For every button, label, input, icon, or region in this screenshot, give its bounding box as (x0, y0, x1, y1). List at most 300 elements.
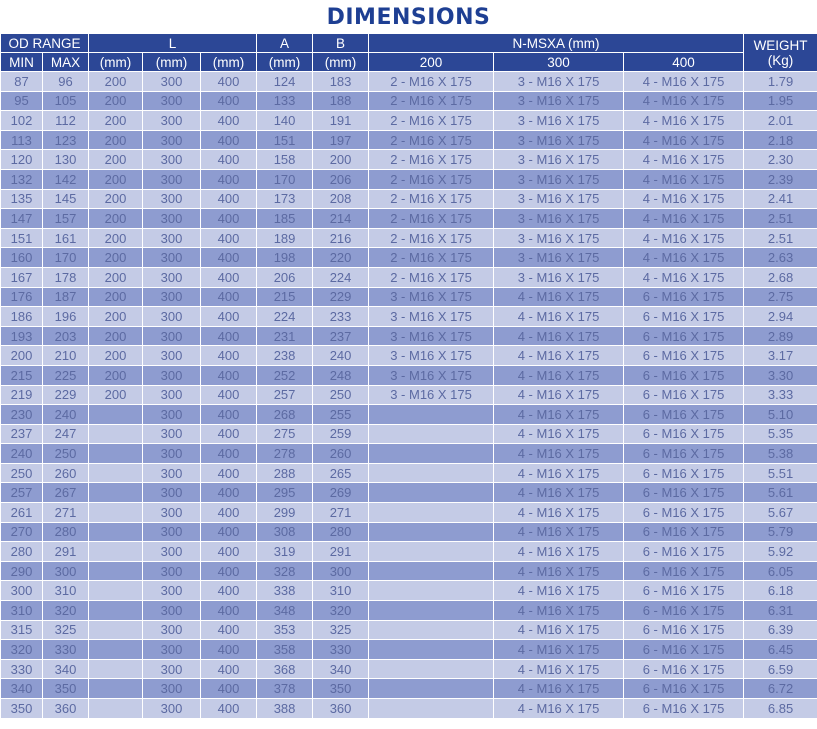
table-row (1, 405, 817, 425)
cell-l-200 (89, 640, 143, 660)
cell-n-400: 4 - M16 X 175 (624, 150, 744, 170)
header-min: MIN (1, 53, 43, 72)
cell-l-400: 400 (201, 542, 257, 562)
cell-n-400: 6 - M16 X 175 (624, 522, 744, 542)
cell-max: 210 (43, 346, 89, 366)
cell-weight: 2.89 (744, 326, 817, 346)
table-row (1, 542, 817, 562)
cell-l-400: 400 (201, 483, 257, 503)
cell-n-200 (369, 542, 494, 562)
cell-b: 197 (313, 130, 369, 150)
cell-n-200: 3 - M16 X 175 (369, 307, 494, 327)
cell-l-400: 400 (201, 424, 257, 444)
cell-l-400: 400 (201, 679, 257, 699)
cell-l-400: 400 (201, 463, 257, 483)
cell-b: 310 (313, 581, 369, 601)
cell-b: 220 (313, 248, 369, 268)
cell-b: 280 (313, 522, 369, 542)
cell-min: 290 (1, 561, 43, 581)
cell-a: 328 (257, 561, 313, 581)
cell-b: 216 (313, 228, 369, 248)
cell-n-200 (369, 405, 494, 425)
cell-a: 295 (257, 483, 313, 503)
cell-a: 133 (257, 91, 313, 111)
cell-l-200 (89, 463, 143, 483)
header-b-unit: (mm) (313, 53, 369, 72)
cell-a: 252 (257, 365, 313, 385)
cell-a: 257 (257, 385, 313, 405)
cell-l-300: 300 (143, 111, 201, 131)
cell-n-300: 4 - M16 X 175 (494, 679, 624, 699)
cell-l-200: 200 (89, 169, 143, 189)
cell-l-400: 400 (201, 111, 257, 131)
cell-l-400: 400 (201, 601, 257, 621)
cell-n-400: 6 - M16 X 175 (624, 463, 744, 483)
cell-n-200 (369, 679, 494, 699)
cell-l-200 (89, 679, 143, 699)
cell-n-300: 4 - M16 X 175 (494, 444, 624, 464)
cell-l-400: 400 (201, 522, 257, 542)
cell-max: 123 (43, 130, 89, 150)
dimensions-table (0, 33, 817, 718)
cell-n-400: 6 - M16 X 175 (624, 405, 744, 425)
table-row (1, 444, 817, 464)
cell-l-300: 300 (143, 209, 201, 229)
cell-weight: 6.45 (744, 640, 817, 660)
header-l-unit: (mm) (89, 53, 143, 72)
cell-a: 308 (257, 522, 313, 542)
cell-n-200 (369, 561, 494, 581)
cell-n-300: 4 - M16 X 175 (494, 542, 624, 562)
cell-min: 87 (1, 72, 43, 92)
cell-l-200 (89, 601, 143, 621)
cell-max: 250 (43, 444, 89, 464)
cell-n-300: 4 - M16 X 175 (494, 581, 624, 601)
cell-min: 300 (1, 581, 43, 601)
cell-a: 268 (257, 405, 313, 425)
header-od-range: OD RANGE (1, 34, 89, 53)
cell-weight: 5.79 (744, 522, 817, 542)
cell-n-300: 4 - M16 X 175 (494, 326, 624, 346)
table-row (1, 209, 817, 229)
cell-l-200: 200 (89, 307, 143, 327)
cell-a: 278 (257, 444, 313, 464)
header-l-unit-3: (mm) (201, 53, 257, 72)
table-header (1, 34, 817, 72)
cell-weight: 6.59 (744, 659, 817, 679)
cell-n-300: 4 - M16 X 175 (494, 483, 624, 503)
cell-l-200: 200 (89, 267, 143, 287)
cell-min: 320 (1, 640, 43, 660)
cell-n-200: 2 - M16 X 175 (369, 150, 494, 170)
cell-l-400: 400 (201, 503, 257, 523)
cell-l-200: 200 (89, 365, 143, 385)
cell-min: 330 (1, 659, 43, 679)
cell-min: 151 (1, 228, 43, 248)
table-row (1, 561, 817, 581)
cell-n-200: 3 - M16 X 175 (369, 346, 494, 366)
cell-l-300: 300 (143, 659, 201, 679)
cell-l-400: 400 (201, 130, 257, 150)
cell-n-400: 6 - M16 X 175 (624, 699, 744, 718)
table-row (1, 640, 817, 660)
table-row (1, 287, 817, 307)
cell-weight: 2.30 (744, 150, 817, 170)
cell-l-300: 300 (143, 620, 201, 640)
cell-a: 368 (257, 659, 313, 679)
cell-max: 300 (43, 561, 89, 581)
cell-a: 151 (257, 130, 313, 150)
cell-min: 215 (1, 365, 43, 385)
cell-n-400: 6 - M16 X 175 (624, 640, 744, 660)
cell-a: 319 (257, 542, 313, 562)
cell-b: 300 (313, 561, 369, 581)
cell-n-300: 3 - M16 X 175 (494, 150, 624, 170)
cell-n-300: 4 - M16 X 175 (494, 699, 624, 718)
cell-l-400: 400 (201, 346, 257, 366)
cell-b: 229 (313, 287, 369, 307)
cell-l-300: 300 (143, 503, 201, 523)
cell-weight: 1.79 (744, 72, 817, 92)
cell-n-400: 6 - M16 X 175 (624, 679, 744, 699)
cell-b: 200 (313, 150, 369, 170)
table-row (1, 581, 817, 601)
cell-min: 219 (1, 385, 43, 405)
cell-n-200: 3 - M16 X 175 (369, 287, 494, 307)
cell-l-400: 400 (201, 640, 257, 660)
cell-weight: 3.33 (744, 385, 817, 405)
cell-max: 142 (43, 169, 89, 189)
cell-l-400: 400 (201, 659, 257, 679)
cell-min: 257 (1, 483, 43, 503)
cell-max: 267 (43, 483, 89, 503)
cell-l-300: 300 (143, 267, 201, 287)
cell-b: 233 (313, 307, 369, 327)
cell-b: 350 (313, 679, 369, 699)
cell-n-200 (369, 424, 494, 444)
cell-max: 157 (43, 209, 89, 229)
cell-max: 96 (43, 72, 89, 92)
cell-weight: 5.38 (744, 444, 817, 464)
cell-max: 291 (43, 542, 89, 562)
cell-weight: 2.51 (744, 228, 817, 248)
cell-b: 330 (313, 640, 369, 660)
cell-weight: 2.18 (744, 130, 817, 150)
cell-l-400: 400 (201, 699, 257, 718)
cell-max: 247 (43, 424, 89, 444)
cell-max: 325 (43, 620, 89, 640)
cell-l-300: 300 (143, 365, 201, 385)
cell-max: 225 (43, 365, 89, 385)
cell-l-300: 300 (143, 601, 201, 621)
cell-a: 124 (257, 72, 313, 92)
cell-n-400: 4 - M16 X 175 (624, 189, 744, 209)
cell-a: 189 (257, 228, 313, 248)
cell-max: 360 (43, 699, 89, 718)
cell-weight: 5.67 (744, 503, 817, 523)
cell-max: 178 (43, 267, 89, 287)
cell-l-200: 200 (89, 326, 143, 346)
header-max: MAX (43, 53, 89, 72)
cell-l-300: 300 (143, 287, 201, 307)
cell-l-200: 200 (89, 189, 143, 209)
cell-l-400: 400 (201, 72, 257, 92)
table-row (1, 169, 817, 189)
cell-b: 255 (313, 405, 369, 425)
cell-b: 250 (313, 385, 369, 405)
cell-n-400: 4 - M16 X 175 (624, 72, 744, 92)
cell-min: 250 (1, 463, 43, 483)
cell-n-200: 2 - M16 X 175 (369, 267, 494, 287)
cell-n-400: 6 - M16 X 175 (624, 561, 744, 581)
cell-n-400: 6 - M16 X 175 (624, 385, 744, 405)
cell-l-200: 200 (89, 130, 143, 150)
cell-b: 320 (313, 601, 369, 621)
cell-n-200: 2 - M16 X 175 (369, 169, 494, 189)
cell-n-400: 6 - M16 X 175 (624, 601, 744, 621)
table-row (1, 699, 817, 718)
cell-weight: 6.39 (744, 620, 817, 640)
cell-b: 191 (313, 111, 369, 131)
cell-a: 206 (257, 267, 313, 287)
cell-l-200 (89, 483, 143, 503)
cell-min: 230 (1, 405, 43, 425)
cell-l-300: 300 (143, 679, 201, 699)
cell-min: 280 (1, 542, 43, 562)
cell-b: 188 (313, 91, 369, 111)
cell-b: 237 (313, 326, 369, 346)
cell-max: 203 (43, 326, 89, 346)
cell-l-400: 400 (201, 169, 257, 189)
table-row (1, 463, 817, 483)
table-row (1, 346, 817, 366)
header-l: L (89, 34, 257, 53)
table-row (1, 326, 817, 346)
cell-a: 338 (257, 581, 313, 601)
header-l-unit-2: (mm) (143, 53, 201, 72)
cell-a: 173 (257, 189, 313, 209)
cell-b: 183 (313, 72, 369, 92)
cell-b: 248 (313, 365, 369, 385)
cell-n-200 (369, 483, 494, 503)
cell-n-200 (369, 699, 494, 718)
cell-weight: 3.17 (744, 346, 817, 366)
cell-max: 105 (43, 91, 89, 111)
cell-l-300: 300 (143, 640, 201, 660)
header-n-200: 200 (369, 53, 494, 72)
page-title: DIMENSIONS (326, 5, 491, 30)
cell-l-200: 200 (89, 287, 143, 307)
cell-l-200 (89, 581, 143, 601)
cell-a: 275 (257, 424, 313, 444)
cell-a: 378 (257, 679, 313, 699)
table-row (1, 189, 817, 209)
cell-weight: 6.85 (744, 699, 817, 718)
cell-n-300: 3 - M16 X 175 (494, 91, 624, 111)
cell-min: 102 (1, 111, 43, 131)
cell-weight: 5.61 (744, 483, 817, 503)
cell-n-400: 6 - M16 X 175 (624, 365, 744, 385)
cell-n-200: 3 - M16 X 175 (369, 365, 494, 385)
cell-min: 350 (1, 699, 43, 718)
cell-l-300: 300 (143, 424, 201, 444)
cell-weight: 6.72 (744, 679, 817, 699)
cell-l-400: 400 (201, 620, 257, 640)
cell-a: 224 (257, 307, 313, 327)
cell-l-400: 400 (201, 444, 257, 464)
cell-n-400: 6 - M16 X 175 (624, 620, 744, 640)
cell-n-200 (369, 581, 494, 601)
cell-l-300: 300 (143, 385, 201, 405)
cell-weight: 2.63 (744, 248, 817, 268)
cell-l-400: 400 (201, 365, 257, 385)
cell-max: 310 (43, 581, 89, 601)
cell-l-200: 200 (89, 91, 143, 111)
cell-l-300: 300 (143, 699, 201, 718)
cell-n-200 (369, 620, 494, 640)
cell-b: 214 (313, 209, 369, 229)
cell-l-300: 300 (143, 72, 201, 92)
cell-n-400: 6 - M16 X 175 (624, 326, 744, 346)
cell-l-300: 300 (143, 326, 201, 346)
cell-n-300: 3 - M16 X 175 (494, 189, 624, 209)
table-row (1, 91, 817, 111)
cell-min: 193 (1, 326, 43, 346)
cell-l-200 (89, 503, 143, 523)
cell-l-400: 400 (201, 228, 257, 248)
cell-l-200: 200 (89, 228, 143, 248)
table-row (1, 365, 817, 385)
header-n-msxa: N-MSXA (mm) (369, 34, 744, 53)
cell-max: 229 (43, 385, 89, 405)
cell-max: 271 (43, 503, 89, 523)
header-weight-unit: (Kg) (767, 52, 794, 68)
cell-n-200: 2 - M16 X 175 (369, 111, 494, 131)
cell-l-200: 200 (89, 248, 143, 268)
cell-n-200 (369, 463, 494, 483)
header-a-unit: (mm) (257, 53, 313, 72)
cell-min: 147 (1, 209, 43, 229)
cell-weight: 2.75 (744, 287, 817, 307)
cell-max: 320 (43, 601, 89, 621)
cell-weight: 6.05 (744, 561, 817, 581)
cell-max: 170 (43, 248, 89, 268)
header-n-400: 400 (624, 53, 744, 72)
cell-a: 185 (257, 209, 313, 229)
header-a: A (257, 34, 313, 53)
cell-b: 240 (313, 346, 369, 366)
cell-n-300: 3 - M16 X 175 (494, 72, 624, 92)
cell-b: 271 (313, 503, 369, 523)
cell-n-400: 4 - M16 X 175 (624, 111, 744, 131)
cell-n-200: 2 - M16 X 175 (369, 130, 494, 150)
cell-n-300: 4 - M16 X 175 (494, 640, 624, 660)
cell-min: 340 (1, 679, 43, 699)
cell-l-200 (89, 444, 143, 464)
cell-l-200: 200 (89, 385, 143, 405)
cell-min: 95 (1, 91, 43, 111)
cell-min: 120 (1, 150, 43, 170)
cell-n-400: 4 - M16 X 175 (624, 209, 744, 229)
cell-l-300: 300 (143, 91, 201, 111)
cell-n-200: 3 - M16 X 175 (369, 385, 494, 405)
cell-weight: 2.41 (744, 189, 817, 209)
cell-n-300: 4 - M16 X 175 (494, 620, 624, 640)
cell-n-400: 4 - M16 X 175 (624, 130, 744, 150)
cell-n-300: 4 - M16 X 175 (494, 424, 624, 444)
cell-weight: 6.18 (744, 581, 817, 601)
cell-min: 261 (1, 503, 43, 523)
cell-weight: 2.94 (744, 307, 817, 327)
cell-max: 196 (43, 307, 89, 327)
cell-b: 208 (313, 189, 369, 209)
cell-l-300: 300 (143, 228, 201, 248)
cell-n-300: 3 - M16 X 175 (494, 267, 624, 287)
cell-n-300: 4 - M16 X 175 (494, 522, 624, 542)
cell-weight: 3.30 (744, 365, 817, 385)
cell-max: 340 (43, 659, 89, 679)
cell-a: 348 (257, 601, 313, 621)
table-row (1, 150, 817, 170)
cell-l-300: 300 (143, 463, 201, 483)
cell-n-200: 2 - M16 X 175 (369, 189, 494, 209)
cell-l-400: 400 (201, 581, 257, 601)
cell-l-300: 300 (143, 307, 201, 327)
cell-n-200 (369, 444, 494, 464)
cell-b: 206 (313, 169, 369, 189)
cell-b: 260 (313, 444, 369, 464)
cell-l-400: 400 (201, 248, 257, 268)
cell-weight: 2.01 (744, 111, 817, 131)
cell-max: 187 (43, 287, 89, 307)
table-row (1, 385, 817, 405)
cell-n-400: 4 - M16 X 175 (624, 228, 744, 248)
cell-n-400: 4 - M16 X 175 (624, 91, 744, 111)
cell-l-300: 300 (143, 405, 201, 425)
cell-n-300: 4 - M16 X 175 (494, 503, 624, 523)
cell-l-300: 300 (143, 561, 201, 581)
cell-l-400: 400 (201, 91, 257, 111)
cell-l-200 (89, 542, 143, 562)
cell-n-300: 4 - M16 X 175 (494, 405, 624, 425)
cell-l-300: 300 (143, 581, 201, 601)
cell-n-300: 4 - M16 X 175 (494, 307, 624, 327)
cell-a: 215 (257, 287, 313, 307)
cell-b: 259 (313, 424, 369, 444)
table-row (1, 620, 817, 640)
cell-max: 280 (43, 522, 89, 542)
cell-l-200 (89, 522, 143, 542)
cell-n-300: 4 - M16 X 175 (494, 346, 624, 366)
cell-n-200 (369, 522, 494, 542)
cell-n-400: 6 - M16 X 175 (624, 503, 744, 523)
cell-weight: 6.31 (744, 601, 817, 621)
cell-n-400: 6 - M16 X 175 (624, 346, 744, 366)
cell-l-300: 300 (143, 150, 201, 170)
cell-l-300: 300 (143, 189, 201, 209)
cell-max: 240 (43, 405, 89, 425)
cell-b: 325 (313, 620, 369, 640)
header-weight-label: WEIGHT (753, 37, 808, 53)
cell-a: 158 (257, 150, 313, 170)
cell-l-400: 400 (201, 405, 257, 425)
table-row (1, 307, 817, 327)
cell-n-200 (369, 503, 494, 523)
cell-n-300: 3 - M16 X 175 (494, 248, 624, 268)
cell-n-300: 4 - M16 X 175 (494, 287, 624, 307)
cell-max: 145 (43, 189, 89, 209)
cell-min: 186 (1, 307, 43, 327)
